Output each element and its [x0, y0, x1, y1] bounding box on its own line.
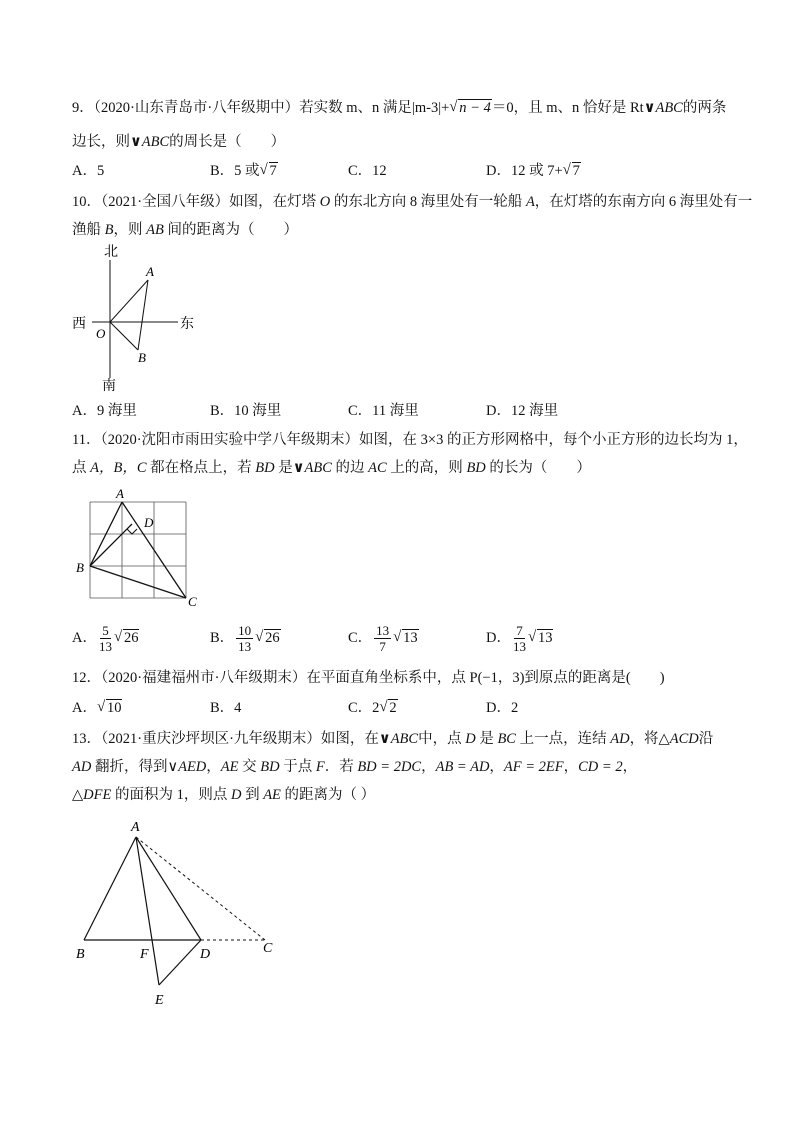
q10-option-c: C．11 海里: [348, 403, 419, 419]
q9-text: 9．（2020·山东青岛市·八年级期中）若实数 m、n 满足|m-3|+: [72, 100, 450, 116]
q13-label-e: E: [155, 993, 164, 1008]
q13-triangle-symbol: ∨: [167, 759, 179, 775]
q11-label-b: B: [76, 560, 84, 575]
q13-fold-figure: [70, 815, 290, 1015]
q13-dashed-lines: [136, 837, 265, 940]
q11-altitude-bd: [90, 524, 132, 566]
q10-segment-ob: [110, 322, 138, 350]
q11-triangle-symbol: ∨: [292, 460, 305, 476]
q12-option-b: B．4: [210, 700, 242, 716]
q10-option-b: B．10 海里: [210, 403, 282, 419]
q9-sqrt: √ n − 4: [449, 99, 491, 116]
q12-stem: 12．（2020·福建福州市·八年级期末）在平面直角坐标系中，点 P(−1，3)到原点的距离是( ): [72, 670, 665, 686]
q12-option-a: A． √ 10: [72, 699, 122, 716]
q11-option-d: D． $\frac{7}{13}$ √ 13: [486, 623, 553, 654]
q10-segment-ab: [138, 280, 148, 350]
q11-triangle: [90, 502, 186, 598]
q13-stem-line2: AD 翻折，得到∨AED，AE 交 BD 于点 F．若 BD = 2DC，AB = AD，AF = 2EF，CD = 2，: [72, 759, 638, 775]
q11-grid-figure: [70, 482, 210, 612]
q10-label-south: 南: [102, 379, 116, 394]
q9-triangle-symbol: ∨: [130, 134, 142, 150]
q13-segment-ed: [159, 940, 201, 985]
q9-option-a: A．5: [72, 163, 105, 179]
q11-right-angle-mark: [127, 529, 137, 534]
q13-label-d: D: [200, 947, 211, 962]
q10-label-a: A: [146, 264, 154, 279]
q11-option-b: B． $\frac{10}{13}$ √ 26: [210, 623, 280, 654]
q13-segment-ad: [136, 837, 201, 940]
q11-option-c: C． $\frac{13}{7}$ √ 13: [348, 623, 418, 654]
q10-compass-figure: [66, 240, 206, 400]
q13-stem-line1: 13．（2021·重庆沙坪坝区·九年级期末）如图，在∨ABC中，点 D 是 BC 上一点，连结 AD，将△ACD沿: [72, 731, 714, 747]
q10-label-east: 东: [180, 317, 194, 332]
q10-label-north: 北: [104, 245, 118, 260]
q13-segment-ab: [84, 837, 136, 940]
q10-option-d: D．12 海里: [486, 403, 559, 419]
q13-triangle-symbol: ∨: [378, 731, 391, 747]
q10-label-west: 西: [72, 317, 86, 332]
q10-segment-oa: [110, 280, 148, 322]
q9-stem-line1: 9．（2020·山东青岛市·八年级期中）若实数 m、n 满足|m-3|+ √ n − 4＝0，且 m、n 恰好是 Rt∨ABC的两条: [72, 99, 727, 116]
q10-label-b: B: [138, 350, 146, 365]
q11-stem-line2: 点 A，B，C 都在格点上，若 BD 是∨ABC 的边 AC 上的高，则 BD 的长为（ ）: [72, 460, 591, 476]
q13-label-a: A: [131, 820, 140, 835]
q9-triangle-symbol: ∨: [643, 100, 656, 116]
q11-stem-line1: 11．（2020·沈阳市雨田实验中学八年级期末）如图，在 3×3 的正方形网格中，每个小正方形的边长均为 1，: [72, 432, 748, 448]
q10-stem-line2: 渔船 B，则 AB 间的距离为（ ）: [72, 222, 298, 238]
q9-option-b: B．5 或 √ 7: [210, 162, 277, 179]
q11-option-a: A． $\frac{5}{13}$ √ 26: [72, 623, 139, 654]
q12-option-c: C．2 √ 2: [348, 699, 397, 716]
q11-grid-lines: [90, 502, 186, 598]
q10-stem-line1: 10．（2021·全国八年级）如图，在灯塔 O 的东北方向 8 海里处有一轮船 A，在灯塔的东南方向 6 海里处有一: [72, 194, 753, 210]
q13-label-b: B: [76, 947, 85, 962]
q9-option-d: D．12 或 7+ √ 7: [486, 162, 580, 179]
q9-option-c: C．12: [348, 163, 387, 179]
q13-segment-ac: [136, 837, 265, 940]
q13-segment-ae: [136, 837, 159, 985]
q10-option-a: A．9 海里: [72, 403, 137, 419]
q10-label-o: O: [96, 326, 106, 341]
q13-solid-lines: [84, 837, 201, 985]
q9-stem-line2: 边长，则∨ABC的周长是（ ）: [72, 134, 286, 150]
q11-label-d: D: [144, 515, 154, 530]
q13-label-c: C: [263, 941, 273, 956]
q11-label-a: A: [116, 486, 124, 501]
q13-stem-line3: △DFE 的面积为 1，则点 D 到 AE 的距离为（ ）: [72, 787, 376, 803]
q13-label-f: F: [140, 947, 149, 962]
q12-option-d: D．2: [486, 700, 519, 716]
q11-label-c: C: [188, 594, 197, 609]
